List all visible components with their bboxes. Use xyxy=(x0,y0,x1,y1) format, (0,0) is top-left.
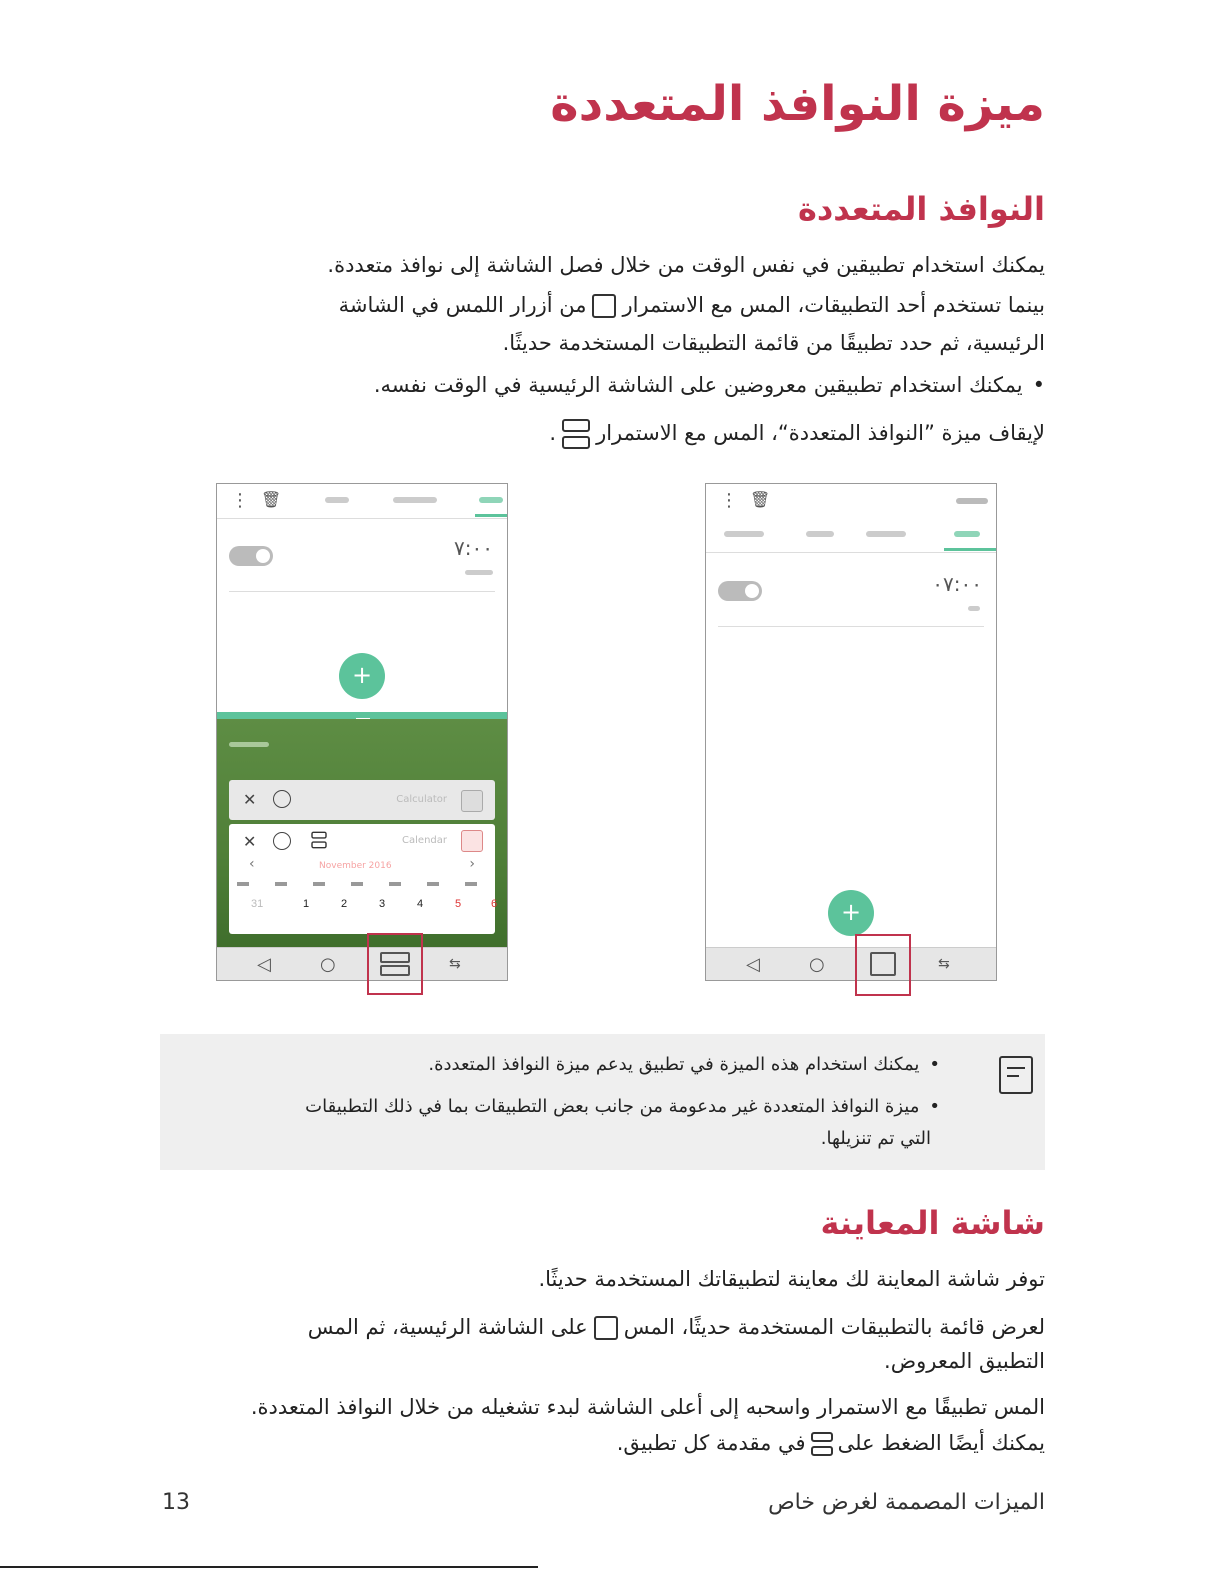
note-icon xyxy=(999,1056,1033,1094)
paragraph: يمكنك أيضًا الضغط علىفي مقدمة كل تطبيق. xyxy=(616,1431,1045,1455)
page-title: ميزة النوافذ المتعددة xyxy=(550,76,1045,132)
alarm-time: ٠٧:٠٠ xyxy=(932,572,982,596)
home-icon[interactable]: ○ xyxy=(809,954,825,975)
trash-icon: 🗑 xyxy=(750,490,771,509)
bullet-item: •يمكنك استخدام تطبيقين معروضين على الشاشة الرئيسية في الوقت نفسه. xyxy=(373,373,1045,397)
note-bullet: •يمكنك استخدام هذه الميزة في تطبيق يدعم ميزة النوافذ المتعددة. xyxy=(428,1054,940,1075)
nav-bar xyxy=(706,947,996,980)
section-heading-overview: شاشة المعاينة xyxy=(820,1204,1045,1242)
switch-sim-icon[interactable]: ⇆ xyxy=(938,956,950,972)
chevron-right-icon[interactable]: › xyxy=(469,856,475,872)
alarm-time: ٧:٠٠ xyxy=(454,536,493,560)
phone-screenshot-split xyxy=(216,483,508,981)
paragraph: بينما تستخدم أحد التطبيقات، المس مع الاستمرارمن أزرار اللمس في الشاشة xyxy=(338,293,1045,317)
footer-rule xyxy=(0,1566,538,1568)
phone-screenshot-recents xyxy=(705,483,997,981)
paragraph: لعرض قائمة بالتطبيقات المستخدمة حديثًا، المسعلى الشاشة الرئيسية، ثم المس xyxy=(307,1315,1045,1339)
add-button[interactable]: + xyxy=(339,653,385,699)
section-heading-multi-window: النوافذ المتعددة xyxy=(797,190,1045,228)
more-icon: ⋮ xyxy=(720,490,738,511)
pin-icon[interactable] xyxy=(273,832,291,850)
paragraph: توفر شاشة المعاينة لك معاينة لتطبيقاتك المستخدمة حديثًا. xyxy=(538,1267,1045,1291)
close-icon[interactable]: ✕ xyxy=(243,790,257,809)
recent-card-calendar[interactable]: ✕ Calendar ‹ › November 2016 31 1 2 3 4 5 6 xyxy=(229,824,495,934)
multi-window-icon xyxy=(811,1432,833,1456)
footer-section-label: الميزات المصممة لغرض خاص xyxy=(768,1490,1045,1515)
add-button[interactable]: + xyxy=(828,890,874,936)
recent-card-calculator[interactable]: ✕ Calculator xyxy=(229,780,495,820)
paragraph: لإيقاف ميزة ”النوافذ المتعددة“، المس مع الاستمرار. xyxy=(549,414,1045,452)
chevron-left-icon[interactable]: ‹ xyxy=(249,856,255,872)
home-icon[interactable]: ○ xyxy=(320,954,336,975)
back-icon[interactable]: ◁ xyxy=(257,954,271,975)
switch-sim-icon[interactable]: ⇆ xyxy=(449,956,461,972)
multi-window-icon xyxy=(562,419,590,449)
page-number: 13 xyxy=(162,1490,190,1515)
alarm-toggle[interactable] xyxy=(229,546,273,566)
paragraph: المس تطبيقًا مع الاستمرار واسحبه إلى أعلى الشاشة لبدء تشغيله من خلال النوافذ المتعددة. xyxy=(250,1395,1045,1419)
multi-window-icon[interactable] xyxy=(311,832,326,849)
paragraph: التطبيق المعروض. xyxy=(884,1349,1045,1373)
close-icon[interactable]: ✕ xyxy=(243,832,257,851)
note-box: •يمكنك استخدام هذه الميزة في تطبيق يدعم ميزة النوافذ المتعددة. •ميزة النوافذ المتعددة غير مدعومة من جانب بعض التطبيقات بما في ذلك التطبيقات التي تم تنزيلها. xyxy=(160,1034,1045,1170)
calculator-icon xyxy=(461,790,483,812)
highlight-multi-window-button xyxy=(367,933,423,995)
back-icon[interactable]: ◁ xyxy=(746,954,760,975)
note-bullet: •ميزة النوافذ المتعددة غير مدعومة من جانب بعض التطبيقات بما في ذلك التطبيقات xyxy=(305,1096,940,1117)
recent-apps-icon xyxy=(592,294,616,318)
pin-icon[interactable] xyxy=(273,790,291,808)
paragraph: يمكنك استخدام تطبيقين في نفس الوقت من خلال فصل الشاشة إلى نوافذ متعددة. xyxy=(327,253,1045,277)
paragraph: الرئيسية، ثم حدد تطبيقًا من قائمة التطبيقات المستخدمة حديثًا. xyxy=(502,331,1045,355)
calendar-icon xyxy=(461,830,483,852)
highlight-recent-apps-button xyxy=(855,934,911,996)
trash-icon: 🗑 xyxy=(261,490,282,509)
alarm-toggle[interactable] xyxy=(718,581,762,601)
nav-bar xyxy=(217,947,507,980)
more-icon: ⋮ xyxy=(231,490,249,511)
recent-apps-icon xyxy=(594,1316,618,1340)
